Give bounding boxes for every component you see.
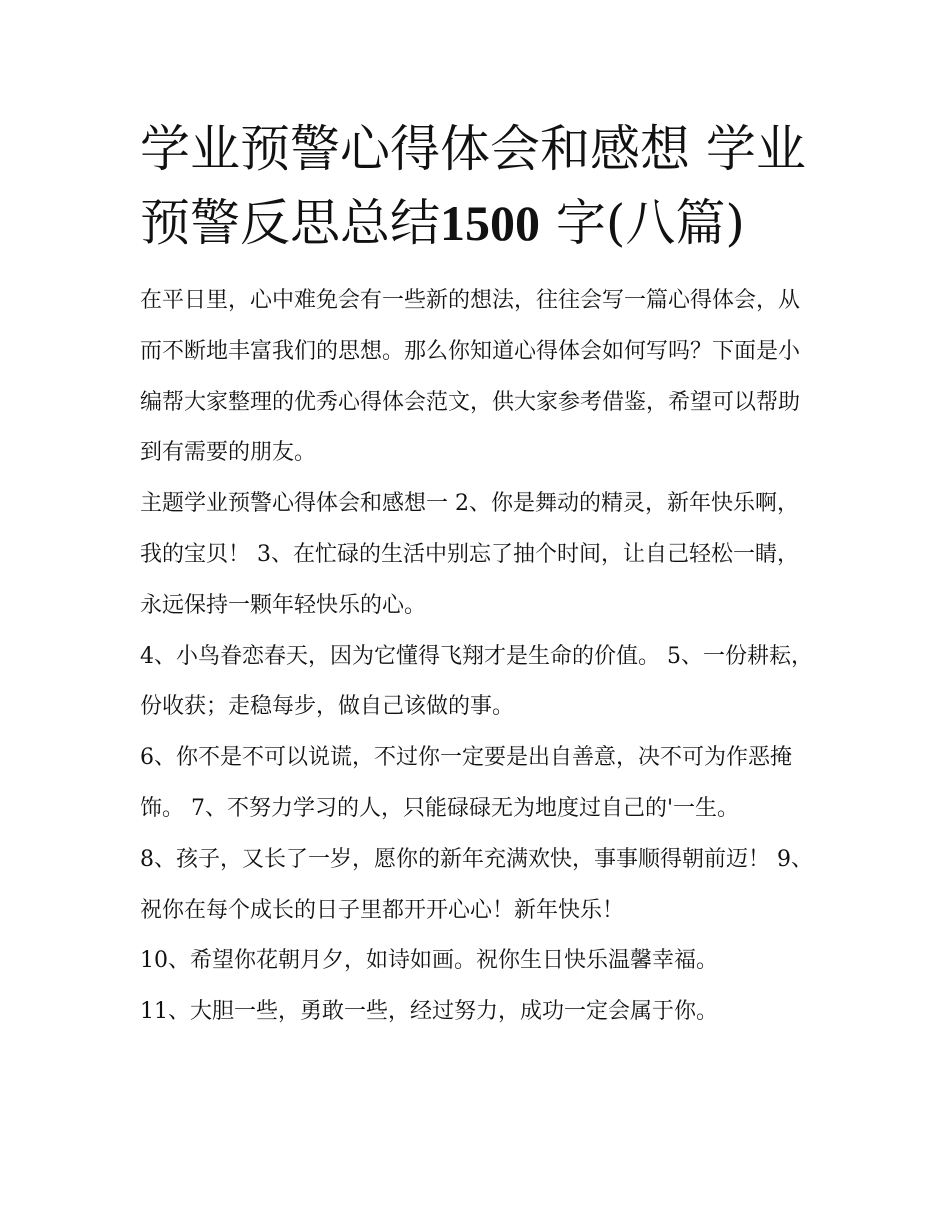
intro-paragraph: 在平日里，心中难免会有一些新的想法，往往会写一篇心得体会，从而不断地丰富我们的思想。那么你知道心得体会如何写吗？下面是小编帮大家整理的优秀心得体会范文，供大家参考借鉴，希望可以帮助到有需要的朋友。	[140, 288, 801, 466]
paragraph-items-8-9: 8、孩子，又长了一岁，愿你的新年充满欢快，事事顺得朝前迈！ 9、祝你在每个成长的日子里都开开心心！新年快乐！	[140, 846, 813, 923]
paragraph-items-6-7: 6、你不是不可以说谎，不过你一定要是出自善意，决不可为作恶掩饰。 7、不努力学习的人，只能碌碌无为地度过自己的'一生。	[140, 745, 792, 821]
title-suffix: 字(八篇)	[540, 194, 745, 252]
paragraph-item-11: 11、大胆一些，勇敢一些，经过努力，成功一定会属于你。	[140, 999, 718, 1025]
title-number: 1500	[440, 195, 540, 251]
paragraph-item-10: 10、希望你花朝月夕，如诗如画。祝你生日快乐温馨幸福。	[140, 948, 718, 974]
paragraph-section-one: 主题学业预警心得体会和感想一 2、你是舞动的精灵，新年快乐啊，我的宝贝！ 3、在忙碌的生活中别忘了抽个时间，让自己轻松一睛，永远保持一颗年轻快乐的心。	[140, 491, 799, 618]
paragraph-items-4-5: 4、小鸟眷恋春天，因为它懂得飞翔才是生命的价值。 5、一份耕耘，份收获；走稳每步，做自己该做的事。	[140, 643, 813, 720]
page-title	[140, 112, 820, 260]
document-body	[140, 276, 820, 1038]
title-text: 学业预警心得体会和感想 学业预警反思总结	[140, 120, 806, 252]
